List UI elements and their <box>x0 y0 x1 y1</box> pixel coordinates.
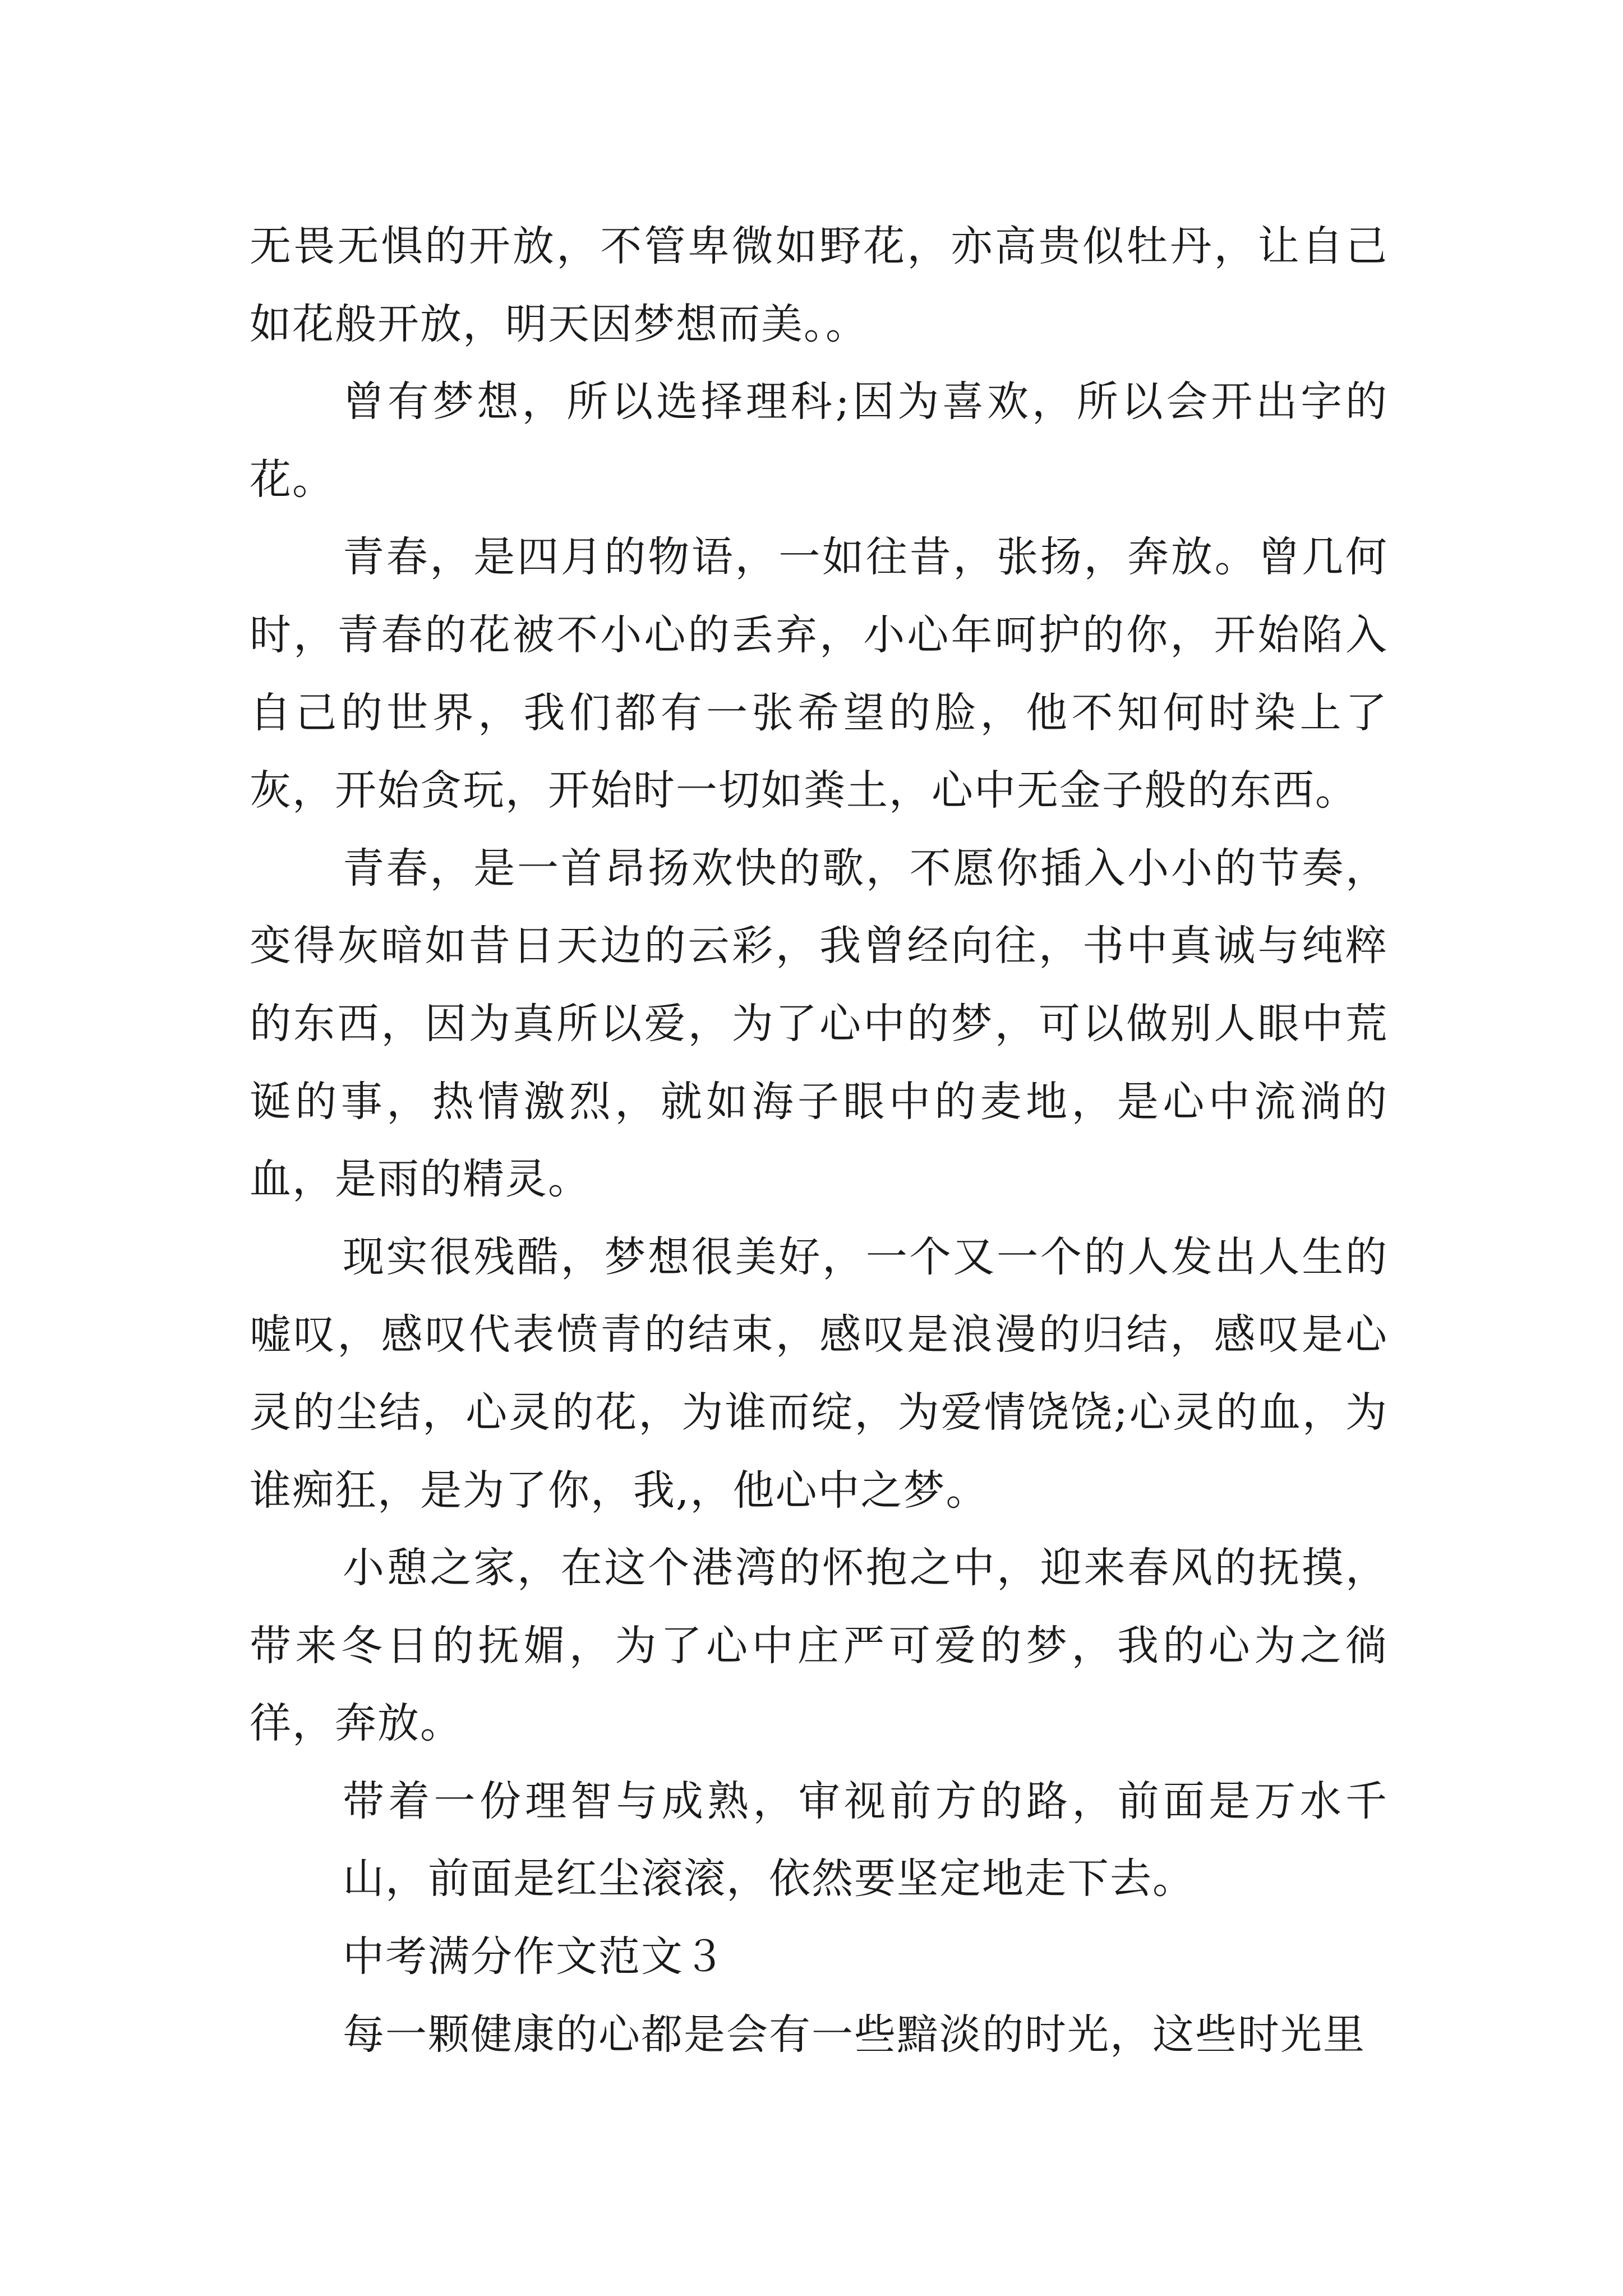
paragraph-2: 曾有梦想，所以选择理科;因为喜欢，所以会开出字的花。 <box>250 378 1388 504</box>
paragraph-1: 无畏无惧的开放，不管卑微如野花，亦高贵似牡丹，让自己如花般开放，明天因梦想而美。。 <box>250 222 1388 348</box>
paragraph-7: 带着一份理智与成熟，审视前方的路，前面是万水千山，前面是红尘滚滚，依然要坚定地走下去。 <box>343 1777 1388 1903</box>
section-heading: 中考满分作文范文３ <box>343 1932 726 1981</box>
paragraph-5: 现实很残酷，梦想很美好，一个又一个的人发出人生的嘘叹，感叹代表愤青的结束，感叹是浪漫的归结，感叹是心灵的尘结，心灵的花，为谁而绽，为爱情饶饶;心灵的血，为谁痴狂，是为了你，我,，他心中之梦。 <box>250 1232 1388 1515</box>
paragraph-3: 青春，是四月的物语，一如往昔，张扬，奔放。曾几何时，青春的花被不小心的丢弃，小心年呵护的你，开始陷入自己的世界，我们都有一张希望的脸，他不知何时染上了灰，开始贪玩，开始时一切如粪土，心中无金子般的东西。 <box>250 533 1388 815</box>
paragraph-6: 小憩之家，在这个港湾的怀抱之中，迎来春风的抚摸，带来冬日的抚媚，为了心中庄严可爱的梦，我的心为之徜徉，奔放。 <box>250 1544 1388 1748</box>
article-body <box>250 208 1388 2073</box>
paragraph-4: 青春，是一首昂扬欢快的歌，不愿你插入小小的节奏，变得灰暗如昔日天边的云彩，我曾经向往，书中真诚与纯粹的东西，因为真所以爱，为了心中的梦，可以做别人眼中荒诞的事，热情激烈，就如海子眼中的麦地，是心中流淌的血，是雨的精灵。 <box>250 844 1388 1204</box>
paragraph-8: 每一颗健康的心都是会有一些黯淡的时光，这些时光里 <box>343 2010 1366 2059</box>
